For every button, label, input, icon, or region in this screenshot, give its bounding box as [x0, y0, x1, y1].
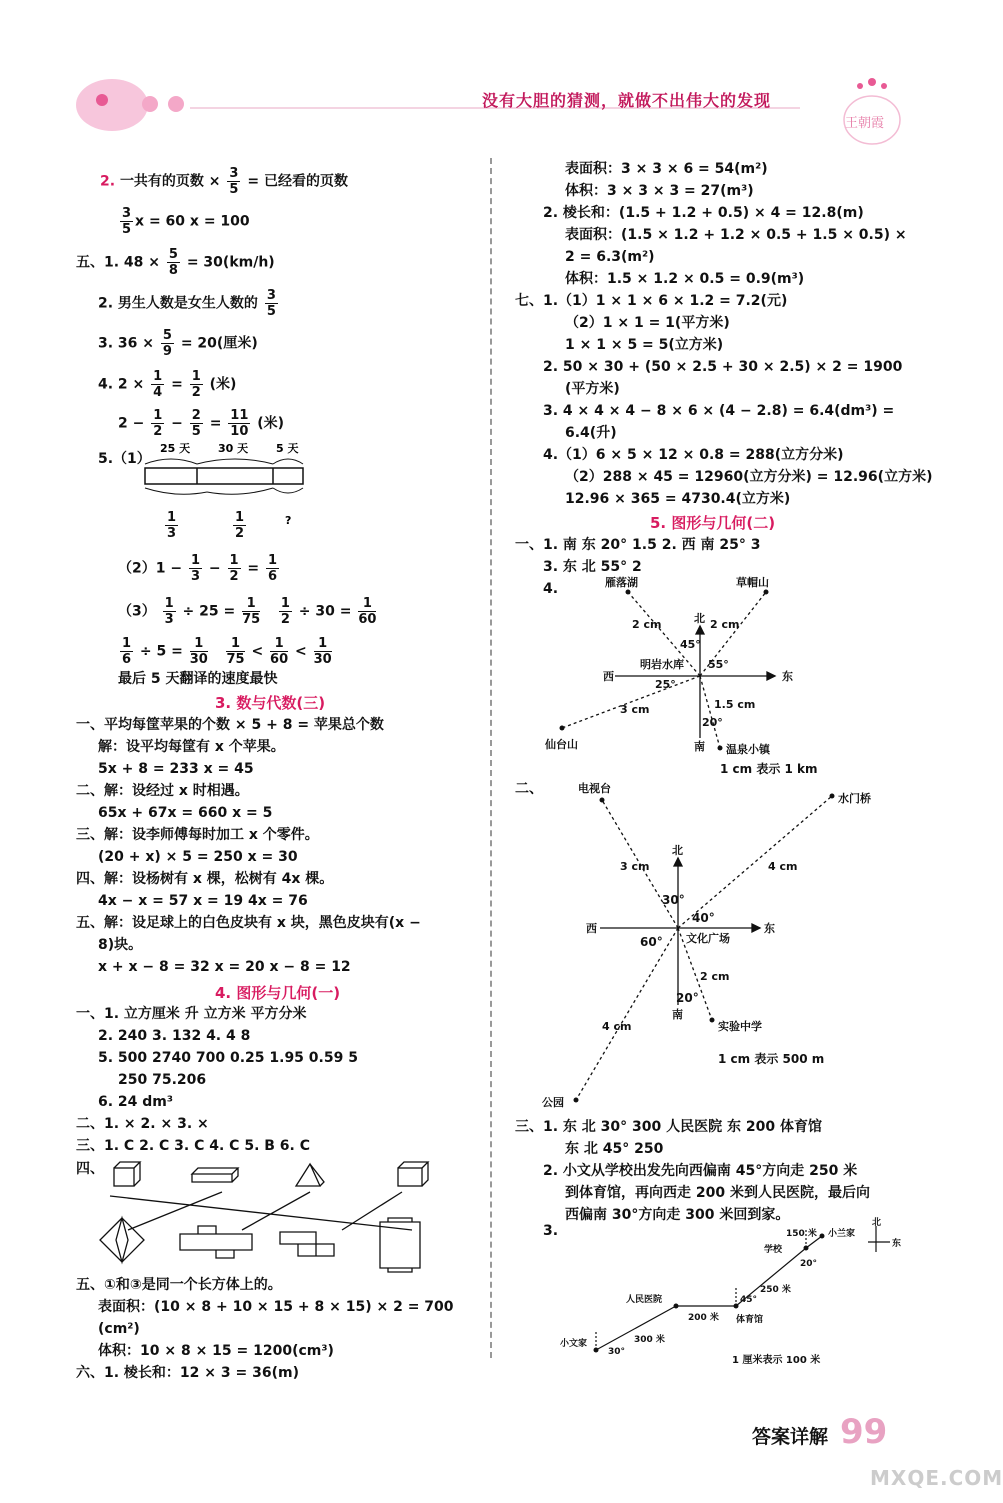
sec5-3a: 三、1. 东 北 30° 300 人民医院 东 200 体育馆: [515, 1119, 822, 1135]
map2-dir-e: 东: [764, 922, 775, 935]
map3-angle-2: 45°: [740, 1295, 758, 1305]
map3-dist-4: 150 米: [786, 1229, 817, 1239]
map1-dir-e: 东: [782, 670, 793, 683]
map2-dir-s: 南: [672, 1008, 683, 1021]
days-label-3: 5 天: [276, 442, 299, 455]
sec3-line-10: 8)块。: [98, 937, 143, 953]
right-line-11: 3. 4 × 4 × 4 − 8 × 6 × (4 − 2.8) = 6.4(dm³) =: [543, 403, 895, 419]
map1-dir-n: 北: [694, 612, 705, 625]
map1-dist-4: 1.5 cm: [714, 698, 756, 711]
right-line-15: 12.96 × 365 = 4730.4(立方米): [565, 491, 791, 507]
section4-title: 4. 图形与几何(一): [215, 984, 341, 1002]
left-s5-5-3b: $\frac{1}{6}$ ÷ 5 = $\frac{1}{30}$ $\frac{1}{75}$ < $\frac{1}{60}$ < $\frac{1}{30}$: [122, 636, 332, 667]
sec3-line-2: 5x + 8 = 233 x = 45: [98, 761, 254, 777]
seg-question: ?: [285, 514, 292, 527]
seg-frac-1: $\frac{1}{3}$: [167, 510, 177, 541]
sec4-line-4: 6. 24 dm³: [98, 1094, 174, 1110]
right-line-2: 2. 棱长和：(1.5 + 1.2 + 0.5) × 4 = 12.8(m): [543, 205, 864, 221]
map1-place-1: 雁落湖: [605, 576, 638, 589]
map3-angle-3: 20°: [800, 1259, 818, 1269]
net-box-icon: [380, 1218, 420, 1272]
right-line-4: 2 = 6.3(m²): [565, 249, 655, 265]
map2-dir-w: 西: [586, 922, 597, 935]
map1-angle-1: 45°: [680, 638, 701, 651]
map1-dist-3: 3 cm: [620, 703, 650, 716]
map1-dir-w: 西: [603, 670, 614, 683]
sec3-line-8: 4x − x = 57 x = 19 4x = 76: [98, 893, 308, 909]
flat-cuboid-icon: [192, 1168, 238, 1182]
map1-angle-3: 25°: [655, 678, 676, 691]
left-s5-3: 3. 36 × $\frac{5}{9}$ = 20(厘米): [98, 328, 258, 359]
map-1: [540, 578, 830, 778]
sec3-line-0: 一、平均每筐苹果的个数 × 5 + 8 = 苹果总个数: [76, 717, 384, 733]
sec4-line-3: 250 75.206: [118, 1072, 207, 1088]
right-line-8: 1 × 1 × 5 = 5(立方米): [565, 337, 724, 353]
map3-place-1: 小文家: [560, 1339, 588, 1349]
right-line-14: （2）288 × 45 = 12960(立方分米) = 12.96(立方米): [565, 469, 933, 485]
map3-scale: 1 厘米表示 100 米: [732, 1355, 821, 1366]
section3-title: 3. 数与代数(三): [215, 694, 326, 712]
map2-place-2: 水门桥: [838, 792, 871, 805]
map1-place-2: 草帽山: [736, 576, 769, 589]
right-line-3: 表面积：(1.5 × 1.2 + 1.2 × 0.5 + 1.5 × 0.5) ×: [565, 227, 907, 243]
sec3-line-4: 65x + 67x = 660 x = 5: [98, 805, 273, 821]
map2-dist-2: 4 cm: [768, 860, 798, 873]
sec3-line-3: 二、解：设经过 x 时相遇。: [76, 783, 249, 799]
map3-dist-1: 300 米: [634, 1335, 665, 1345]
map2-place-1: 电视台: [578, 782, 611, 795]
sec3-line-7: 四、解：设杨树有 x 棵，松树有 4x 棵。: [76, 871, 334, 887]
map3-dist-2: 200 米: [688, 1313, 719, 1323]
net-star-icon: [100, 1218, 144, 1262]
right-line-13: 4.（1）6 × 5 × 12 × 0.8 = 288(立方分米): [543, 447, 844, 463]
map-3: [560, 1218, 900, 1368]
map2-dist-3: 2 cm: [700, 970, 730, 983]
days-label-2: 30 天: [218, 442, 249, 455]
sec3-line-11: x + x − 8 = 32 x = 20 x − 8 = 12: [98, 959, 351, 975]
map2-dist-4: 4 cm: [602, 1020, 632, 1033]
map2-place-3: 文化广场: [686, 932, 730, 945]
right-line-12: 6.4(升): [565, 425, 617, 441]
net-step-icon: [280, 1232, 334, 1256]
sec4-line-7: 四、: [76, 1161, 104, 1177]
left-q2: 2. 一共有的页数 × $\frac{3}{5}$ = 已经看的页数: [100, 166, 348, 197]
map1-place-3: 明岩水库: [640, 658, 684, 671]
left-s5-1: 五、1. 48 × $\frac{5}{8}$ = 30(km/h): [76, 247, 275, 278]
sec4-line-1: 2. 240 3. 132 4. 4 8: [98, 1028, 251, 1044]
map1-place-5: 温泉小镇: [726, 743, 770, 756]
sec4-5-line-2: (cm²): [98, 1321, 140, 1337]
sec4-line-2: 5. 500 2740 700 0.25 1.95 0.59 5: [98, 1050, 358, 1066]
map1-dist-1: 2 cm: [632, 618, 662, 631]
left-s5-4: 4. 2 × $\frac{1}{4}$ = $\frac{1}{2}$ (米): [98, 369, 237, 400]
sec5-3f: 3.: [543, 1223, 559, 1239]
sec4-5-line-4: 六、1. 棱长和：12 × 3 = 36(m): [76, 1365, 299, 1381]
map2-angle-3: 60°: [640, 935, 663, 949]
sec5-line-1: 一、1. 南 东 20° 1.5 2. 西 南 25° 3: [515, 537, 761, 553]
map2-place-4: 实验中学: [718, 1020, 762, 1033]
left-s5-5: 5.（1）: [98, 451, 151, 467]
left-s5-5-2: （2）1 − $\frac{1}{3}$ − $\frac{1}{2}$ = $\frac{1}{6}$: [118, 553, 278, 584]
map1-angle-4: 20°: [702, 716, 723, 729]
map2-place-5: 公园: [542, 1096, 564, 1109]
map1-angle-2: 55°: [708, 658, 729, 671]
header-slogan: 没有大胆的猜测，就做不出伟大的发现: [482, 91, 772, 110]
map3-dist-3: 250 米: [760, 1285, 791, 1295]
map3-dir-e: 东: [892, 1239, 902, 1249]
left-s5-5-3: （3） $\frac{1}{3}$ ÷ 25 = $\frac{1}{75}$ $\frac{1}{2}$ ÷ 30 = $\frac{1}{60}$: [118, 596, 377, 627]
right-line-6: 七、1.（1）1 × 1 × 6 × 1.2 = 7.2(元): [515, 293, 788, 309]
map3-dir-n: 北: [872, 1218, 882, 1228]
sec5-line-3: 3. 东 北 55° 2: [543, 559, 642, 575]
map2-dist-1: 3 cm: [620, 860, 650, 873]
sec3-line-1: 解：设平均每筐有 x 个苹果。: [98, 739, 285, 755]
map2-angle-1: 30°: [662, 893, 685, 907]
sec3-line-5: 三、解：设李师傅每时加工 x 个零件。: [76, 827, 319, 843]
solids-matching-diagram: [92, 1160, 462, 1270]
sec4-line-0: 一、1. 立方厘米 升 立方米 平方分米: [76, 1006, 307, 1022]
sec4-5-line-1: 表面积：(10 × 8 + 10 × 15 + 8 × 15) × 2 = 700: [98, 1299, 454, 1315]
column-divider: [490, 158, 492, 1358]
sec5-line-4: 4.: [543, 581, 559, 597]
sec4-line-5: 二、1. × 2. × 3. ×: [76, 1116, 209, 1132]
cube-icon: [114, 1168, 134, 1186]
map3-place-3: 体育馆: [736, 1315, 764, 1325]
map3-place-2: 人民医院: [626, 1295, 663, 1305]
page-number: 99: [840, 1412, 888, 1452]
left-s5-2: 2. 男生人数是女生人数的 $\frac{3}{5}$: [98, 288, 276, 319]
left-q2-eq: $\frac{3}{5}$ x = 60 x = 100: [122, 206, 250, 237]
right-line-0: 表面积：3 × 3 × 6 = 54(m²): [565, 161, 768, 177]
seg-frac-2: $\frac{1}{2}$: [235, 510, 245, 541]
sec5-3e: 西偏南 30°方向走 300 米回到家。: [565, 1207, 790, 1223]
map2-scale: 1 cm 表示 500 m: [718, 1052, 825, 1066]
map1-dist-2: 2 cm: [710, 618, 740, 631]
net-cross-icon: [180, 1226, 252, 1258]
section5-title: 5. 图形与几何(二): [650, 514, 776, 532]
watermark: MXQE.COM: [870, 1466, 1003, 1490]
map3-place-4: 学校: [764, 1245, 783, 1255]
bird-mascot-icon: [76, 79, 148, 131]
left-conclusion: 最后 5 天翻译的速度最快: [118, 671, 278, 687]
sec5-3b: 东 北 45° 250: [565, 1141, 664, 1157]
sec5-3d: 到体育馆，再向西走 200 米到人民医院，最后向: [565, 1185, 870, 1201]
right-line-7: （2）1 × 1 = 1(平方米): [565, 315, 730, 331]
pyramid-icon: [296, 1164, 324, 1186]
map1-place-4: 仙台山: [545, 738, 578, 751]
map3-place-5: 小兰家: [828, 1229, 856, 1239]
sec4-line-6: 三、1. C 2. C 3. C 4. C 5. B 6. C: [76, 1138, 311, 1154]
days-label-1: 25 天: [160, 442, 191, 455]
sec3-line-6: (20 + x) × 5 = 250 x = 30: [98, 849, 298, 865]
map2-angle-4: 20°: [676, 991, 699, 1005]
sec3-line-9: 五、解：设足球上的白色皮块有 x 块，黑色皮块有(x −: [76, 915, 421, 931]
left-s5-4-line2: 2 − $\frac{1}{2}$ − $\frac{2}{5}$ = $\frac{11}{10}$ (米): [118, 408, 285, 439]
sec5-3c: 2. 小文从学校出发先向西偏南 45°方向走 250 米: [543, 1163, 858, 1179]
sec5-line-2: 二、: [515, 781, 543, 797]
cuboid-icon: [398, 1168, 422, 1186]
right-line-5: 体积：1.5 × 1.2 × 0.5 = 0.9(m³): [565, 271, 805, 287]
right-line-9: 2. 50 × 30 + (50 × 2.5 + 30 × 2.5) × 2 = 1900: [543, 359, 903, 375]
map3-angle-1: 30°: [608, 1347, 626, 1357]
map1-dir-s: 南: [694, 740, 705, 753]
right-line-10: (平方米): [565, 381, 620, 397]
map2-angle-2: 40°: [692, 911, 715, 925]
sec4-5-line-3: 体积：10 × 8 × 15 = 1200(cm³): [98, 1343, 334, 1359]
map1-scale: 1 cm 表示 1 km: [720, 762, 818, 776]
footer-label: 答案详解: [752, 1426, 829, 1448]
right-line-1: 体积：3 × 3 × 3 = 27(m³): [565, 183, 754, 199]
brand-name: 王朝霞: [845, 116, 885, 131]
map2-dir-n: 北: [672, 844, 683, 857]
sec4-5-line-0: 五、①和③是同一个长方体上的。: [76, 1277, 282, 1293]
